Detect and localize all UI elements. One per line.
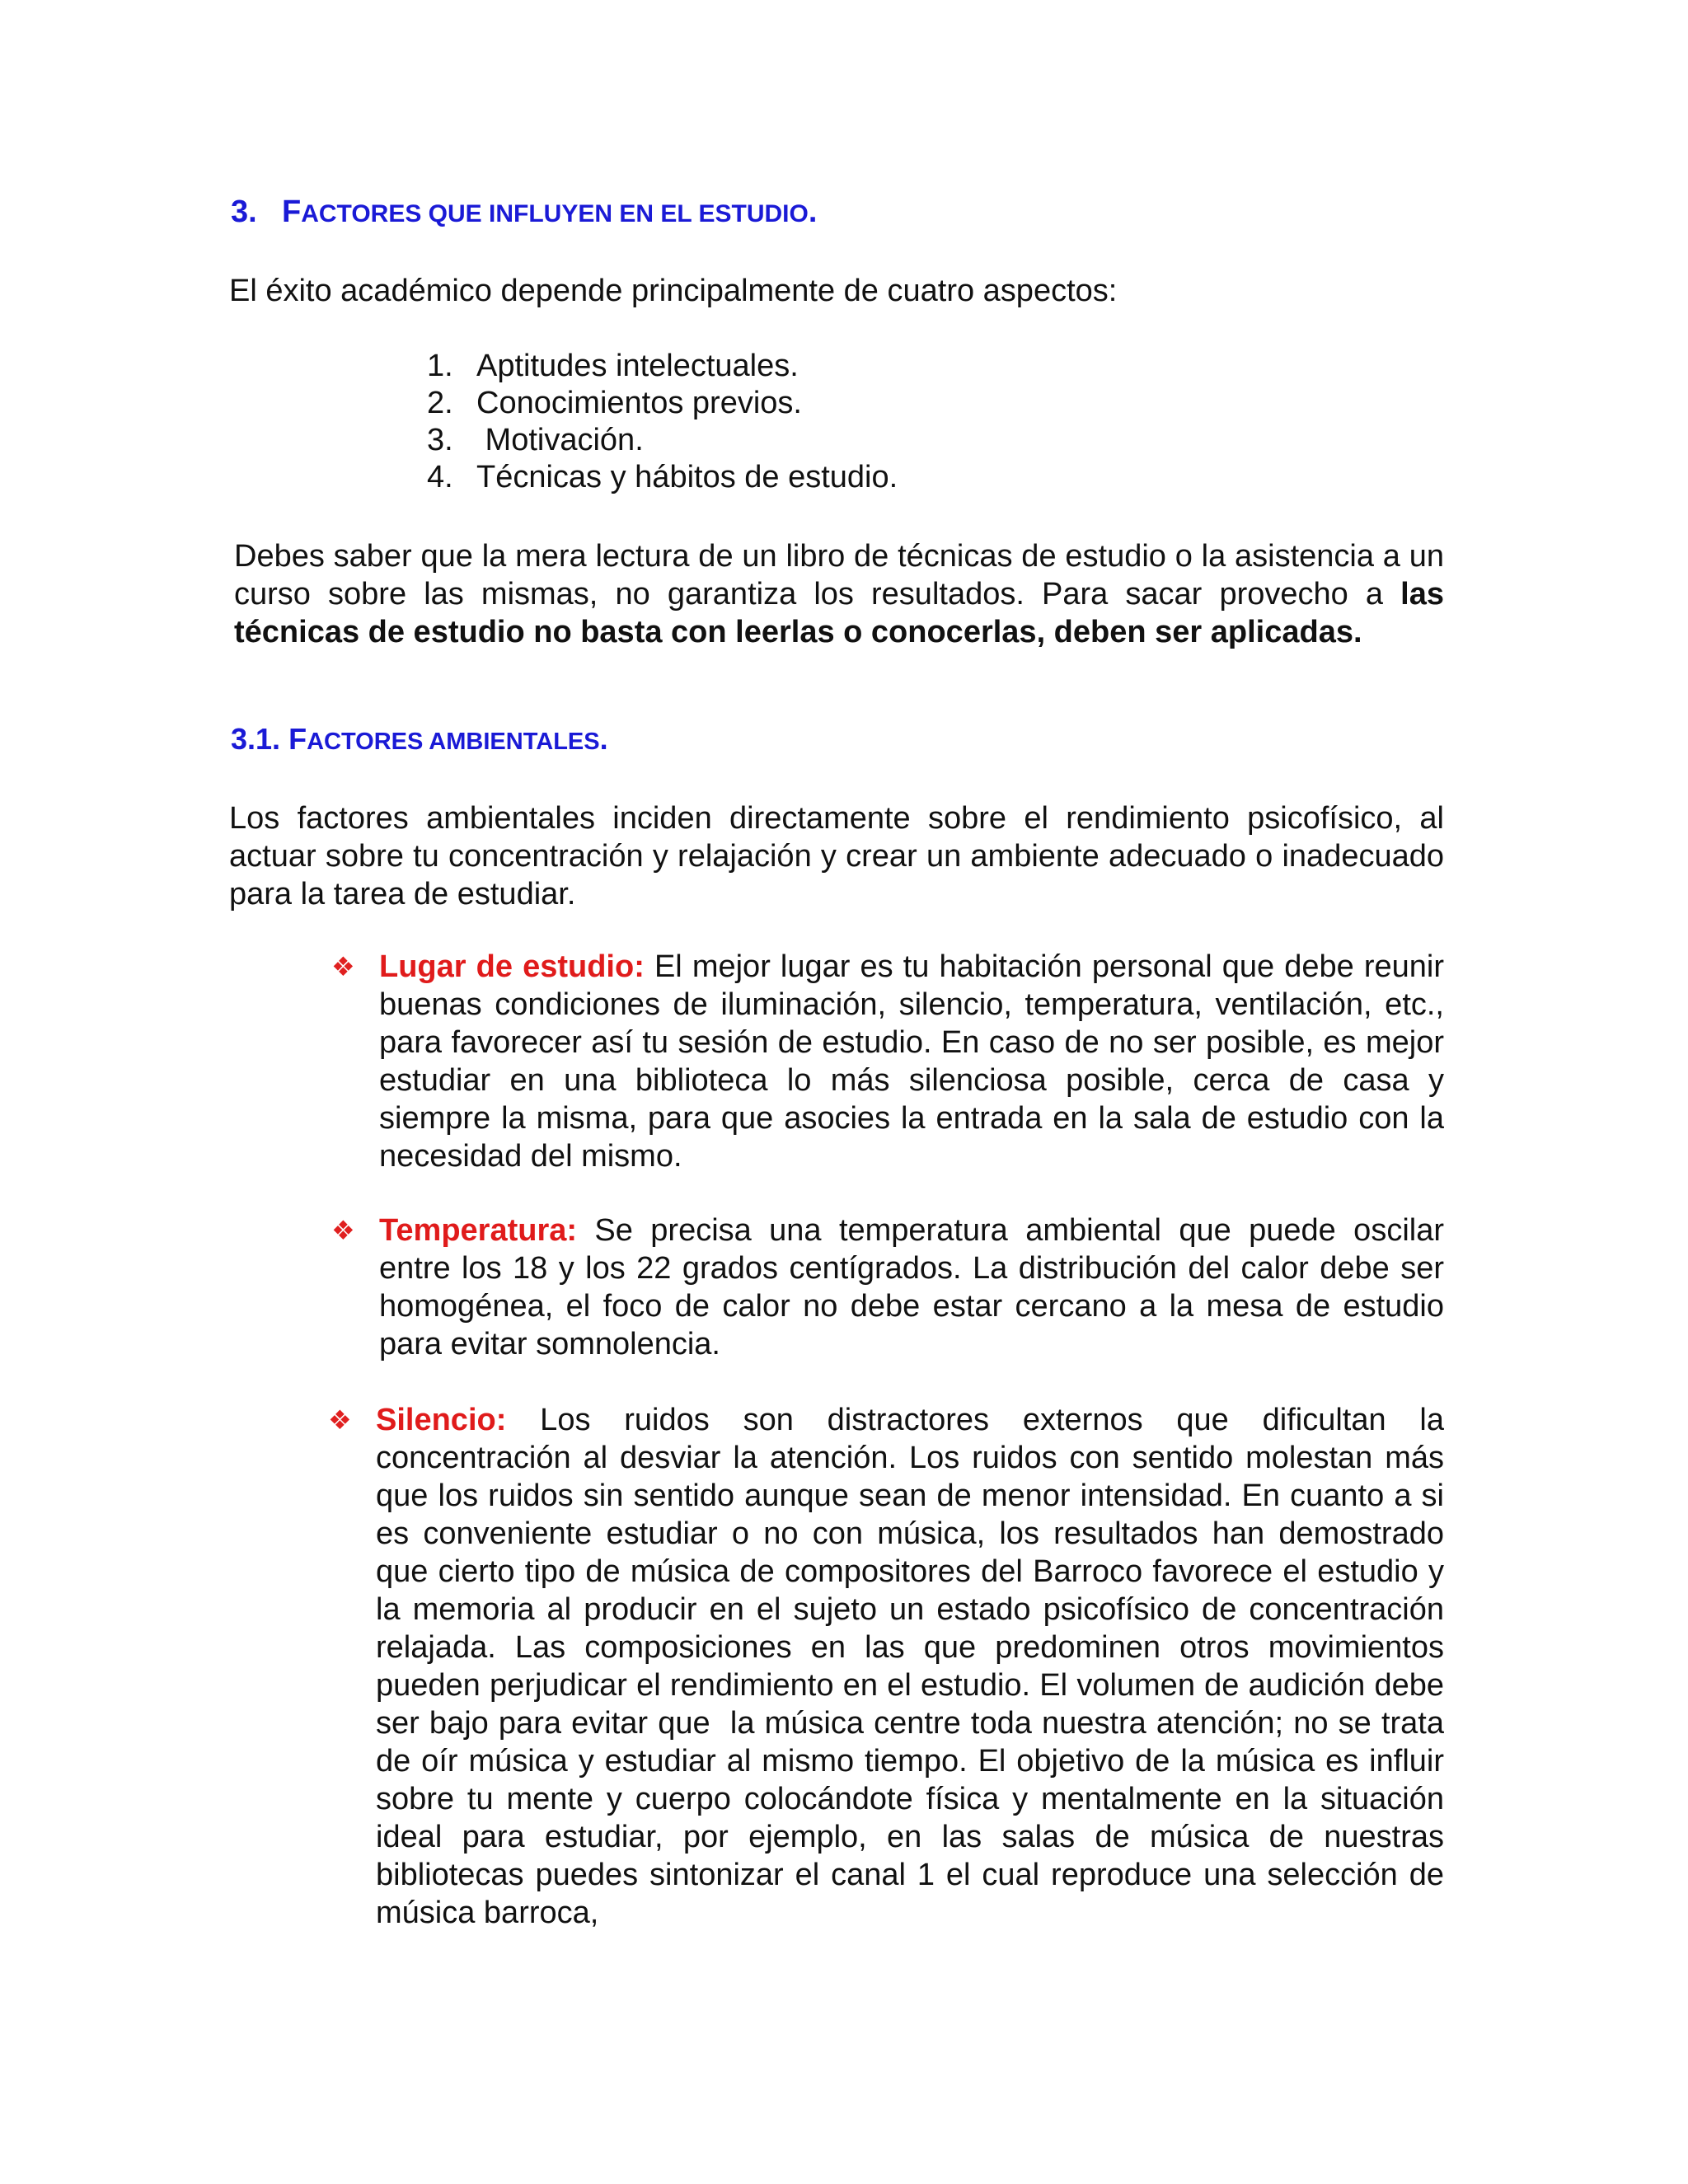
list-item [427, 385, 898, 422]
diamond-bullet-icon: ❖ [328, 1405, 352, 1435]
section-3-number: 3. [231, 194, 257, 229]
list-item-text: Motivación. [476, 423, 644, 457]
list-item [427, 422, 898, 459]
factor-item-temperatura [331, 1212, 1444, 1363]
section-3-1-title-initial: F [288, 722, 307, 756]
factor-text: El mejor lugar es tu habitación personal que debe reunir buenas condiciones de iluminación, silencio, temperatura, ventilación, etc., para favorecer así tu sesión de estudio. En caso de no ser posible, es mejor estudiar en una biblioteca lo más silenciosa posible, cerca de casa y siempre la misma, para que asocies la entrada en la sala de estudio con la necesidad del mismo. [379, 949, 1444, 1174]
factor-item-lugar [331, 948, 1444, 1175]
list-item-number: 4. [427, 460, 453, 494]
list-item [427, 348, 898, 385]
warning-paragraph-emphasis: las técnicas de estudio no basta con leerlas o conocerlas, deben ser aplicadas. [234, 577, 1444, 649]
factor-term: Lugar de estudio: [379, 949, 645, 984]
warning-paragraph-text: Debes saber que la mera lectura de un libro de técnicas de estudio o la asistencia a un curso sobre las mismas, no garantiza los resultados. Para sacar provecho a [234, 539, 1444, 612]
factor-term: Silencio: [376, 1403, 507, 1437]
section-3-1-number: 3.1. [231, 722, 289, 756]
list-item-number: 3. [427, 423, 453, 457]
factor-text: Los ruidos son distractores externos que dificultan la concentración al desviar la atención. Los ruidos con sentido molestan más que los ruidos sin sentido aunque sean de menor intensidad. En cuanto a si es conveniente estudiar o no con música, los resultados han demostrado que cierto tipo de música de compositores del Barroco favorece el estudio y la memoria al producir en el sujeto un estado psicofísico de concentración relajada. Las composiciones en las que predominen otros movimientos pueden perjudicar el rendimiento en el estudio. El volumen de audición debe ser bajo para evitar que la música centre toda nuestra atención; no se trata de oír música y estudiar al mismo tiempo. El objetivo de la música es influir sobre tu mente y cuerpo colocándote física y mentalmente en la situación ideal para estudiar, por ejemplo, en las salas de música de nuestras bibliotecas puedes sintonizar el canal 1 el cual reproduce una selección de música barroca, [376, 1403, 1453, 1930]
list-item [427, 459, 898, 496]
factor-item-silencio [328, 1401, 1453, 1932]
section-3-title-rest: ACTORES QUE INFLUYEN EN EL ESTUDIO [301, 200, 809, 227]
list-item-text: Técnicas y hábitos de estudio. [476, 460, 898, 494]
list-item-number: 1. [427, 349, 453, 383]
environment-paragraph: Los factores ambientales inciden directamente sobre el rendimiento psicofísico, al actuar sobre tu concentración y relajación y crear un ambiente adecuado o inadecuado para la tarea de estudiar. [229, 801, 1444, 912]
diamond-bullet-icon: ❖ [331, 952, 355, 982]
factor-term: Temperatura: [379, 1213, 578, 1248]
section-3-title-initial: F [282, 194, 302, 229]
intro-paragraph: El éxito académico depende principalmente de cuatro aspectos: [229, 274, 1118, 308]
list-item-number: 2. [427, 386, 453, 420]
list-item-text: Conocimientos previos. [476, 386, 802, 420]
section-3-heading [231, 194, 817, 230]
diamond-bullet-icon: ❖ [331, 1216, 355, 1245]
section-3-1-heading [231, 722, 608, 757]
warning-paragraph [234, 537, 1444, 651]
section-3-1-title-rest: ACTORES AMBIENTALES [307, 729, 600, 755]
section-3-title-end: . [808, 194, 818, 229]
factor-text: Se precisa una temperatura ambiental que puede oscilar entre los 18 y los 22 grados centígrados. La distribución del calor debe ser homogénea, el foco de calor no debe estar cercano a la mesa de estudio para evitar somnolencia. [379, 1213, 1444, 1361]
list-item-text: Aptitudes intelectuales. [476, 349, 799, 383]
section-3-1-title-end: . [599, 722, 608, 756]
aspects-list [427, 348, 898, 496]
